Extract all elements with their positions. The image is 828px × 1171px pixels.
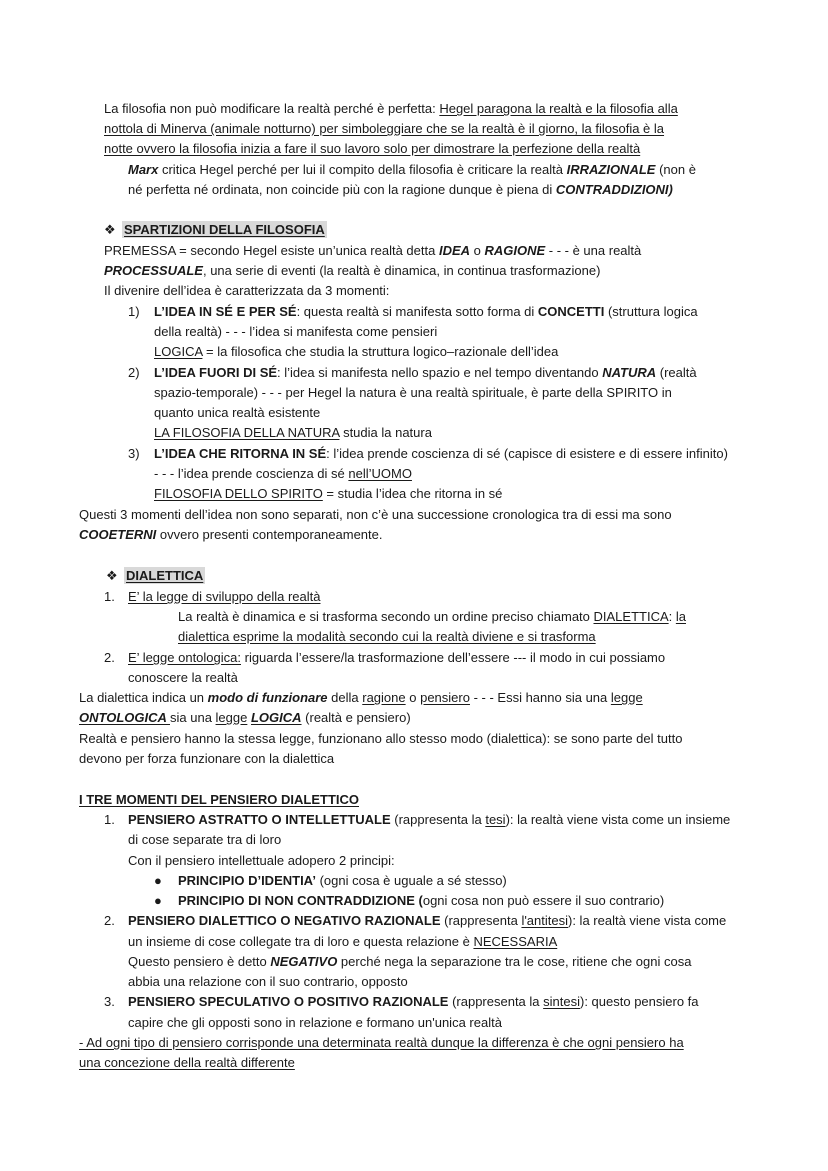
pensiero-2-line-2: un insieme di cose collegate tra di loro e questa relazione è NECESSARIA	[128, 934, 558, 949]
diamond-bullet-icon: ❖	[106, 568, 118, 583]
intro-line-2: nottola di Minerva (animale notturno) per simboleggiare che se la realtà è il giorno, la filosofia è la	[104, 121, 665, 136]
dialettica-item-1-line-2: dialettica esprime la modalità secondo cui la realtà diviene e si trasforma	[178, 629, 596, 644]
tre-momenti-heading: I TRE MOMENTI DEL PENSIERO DIALETTICO	[79, 792, 359, 807]
marx-line-2: né perfetta né ordinata, non coincide più con la ragione dunque è piena di CONTRADDIZIONI)	[128, 182, 673, 197]
spartizioni-heading: ❖ SPARTIZIONI DELLA FILOSOFIA	[104, 220, 327, 240]
dialettica-text-line-1: La dialettica indica un modo di funzionare della ragione o pensiero - - - Essi hanno sia una legge	[79, 690, 643, 705]
conclusione-line-1: - Ad ogni tipo di pensiero corrisponde una determinata realtà dunque la differenza è che ogni pensiero ha	[79, 1035, 684, 1050]
momento-1-line-1: L’IDEA IN SÉ E PER SÉ: questa realtà si manifesta sotto forma di CONCETTI (struttura logica	[154, 304, 698, 319]
pensiero-1-line-1: PENSIERO ASTRATTO O INTELLETTUALE (rappresenta la tesi): la realtà viene vista come un insieme	[128, 812, 731, 827]
bullet-icon: ●	[154, 893, 162, 908]
pensiero-1-line-3: Con il pensiero intellettuale adopero 2 principi:	[128, 853, 395, 868]
pensiero-3-line-1: PENSIERO SPECULATIVO O POSITIVO RAZIONALE (rappresenta la sintesi): questo pensiero fa	[128, 994, 699, 1009]
premessa-line-1: PREMESSA = secondo Hegel esiste un’unica realtà detta IDEA o RAGIONE - - - è una realtà	[104, 243, 642, 258]
momento-1-number: 1)	[128, 304, 140, 319]
bullet-icon: ●	[154, 873, 162, 888]
cooeterni-line-2: COOETERNI ovvero presenti contemporaneamente.	[79, 527, 383, 542]
premessa-line-2: PROCESSUALE, una serie di eventi (la realtà è dinamica, in continua trasformazione)	[104, 263, 601, 278]
momento-3-line-3: FILOSOFIA DELLO SPIRITO = studia l’idea che ritorna in sé	[154, 486, 503, 501]
divenire-line: Il divenire dell’idea è caratterizzata da 3 momenti:	[104, 283, 390, 298]
pensiero-2-line-4: abbia una relazione con il suo contrario, opposto	[128, 974, 408, 989]
momento-2-line-4: LA FILOSOFIA DELLA NATURA studia la natura	[154, 425, 432, 440]
momento-3-line-2: - - - l’idea prende coscienza di sé nell’UOMO	[154, 466, 412, 481]
marx-line-1: Marx critica Hegel perché per lui il compito della filosofia è criticare la realtà IRRAZIONALE (non è	[128, 162, 696, 177]
pensiero-3-number: 3.	[104, 994, 115, 1009]
pensiero-2-number: 2.	[104, 913, 115, 928]
principio-identita: PRINCIPIO D’IDENTIA’ (ogni cosa è uguale a sé stesso)	[178, 873, 507, 888]
pensiero-1-line-2: di cose separate tra di loro	[128, 832, 282, 847]
momento-2-line-1: L’IDEA FUORI DI SÉ: l’idea si manifesta nello spazio e nel tempo diventando NATURA (realtà	[154, 365, 697, 380]
diamond-bullet-icon: ❖	[104, 222, 116, 237]
dialettica-text-line-4: devono per forza funzionare con la dialettica	[79, 751, 335, 766]
conclusione-line-2: una concezione della realtà differente	[79, 1055, 295, 1070]
dialettica-item-2-line-2: conoscere la realtà	[128, 670, 238, 685]
pensiero-2-line-1: PENSIERO DIALETTICO O NEGATIVO RAZIONALE (rappresenta l'antitesi): la realtà viene vista come	[128, 913, 727, 928]
dialettica-item-1-number: 1.	[104, 589, 115, 604]
dialettica-item-2-line-1: E’ legge ontologica: riguarda l’essere/la trasformazione dell’essere --- il modo in cui possiamo	[128, 650, 666, 665]
pensiero-3-line-2: capire che gli opposti sono in relazione e formano un'unica realtà	[128, 1015, 502, 1030]
momento-2-number: 2)	[128, 365, 140, 380]
momento-3-number: 3)	[128, 446, 140, 461]
pensiero-1-number: 1.	[104, 812, 115, 827]
dialettica-item-1: E’ la legge di sviluppo della realtà	[128, 589, 321, 604]
dialettica-heading: ❖ DIALETTICA	[106, 566, 205, 586]
momento-3-line-1: L’IDEA CHE RITORNA IN SÉ: l’idea prende coscienza di sé (capisce di esistere e di essere infinito)	[154, 446, 728, 461]
momento-2-line-2: spazio-temporale) - - - per Hegel la natura è una realtà spirituale, è parte della SPIRITO in	[154, 385, 672, 400]
momento-2-line-3: quanto unica realtà esistente	[154, 405, 321, 420]
cooeterni-line-1: Questi 3 momenti dell’idea non sono separati, non c’è una successione cronologica tra di essi ma sono	[79, 507, 672, 522]
intro-line-1: La filosofia non può modificare la realtà perché è perfetta: Hegel paragona la realtà e la filosofia alla	[104, 101, 678, 116]
dialettica-text-line-3: Realtà e pensiero hanno la stessa legge, funzionano allo stesso modo (dialettica): se sono parte del tutto	[79, 731, 683, 746]
dialettica-item-2-number: 2.	[104, 650, 115, 665]
dialettica-text-line-2: ONTOLOGICA sia una legge LOGICA (realtà e pensiero)	[79, 710, 411, 725]
pensiero-2-line-3: Questo pensiero è detto NEGATIVO perché nega la separazione tra le cose, ritiene che ogni cosa	[128, 954, 692, 969]
intro-line-3: notte ovvero la filosofia inizia a fare il suo lavoro solo per dimostrare la perfezione della realtà	[104, 141, 641, 156]
momento-1-line-2: della realtà) - - - l’idea si manifesta come pensieri	[154, 324, 438, 339]
dialettica-item-1-line-1: La realtà è dinamica e si trasforma secondo un ordine preciso chiamato DIALETTICA: la	[178, 609, 686, 624]
principio-non-contraddizione: PRINCIPIO DI NON CONTRADDIZIONE (ogni cosa non può essere il suo contrario)	[178, 893, 665, 908]
momento-1-line-3: LOGICA = la filosofica che studia la struttura logico–razionale dell’idea	[154, 344, 559, 359]
